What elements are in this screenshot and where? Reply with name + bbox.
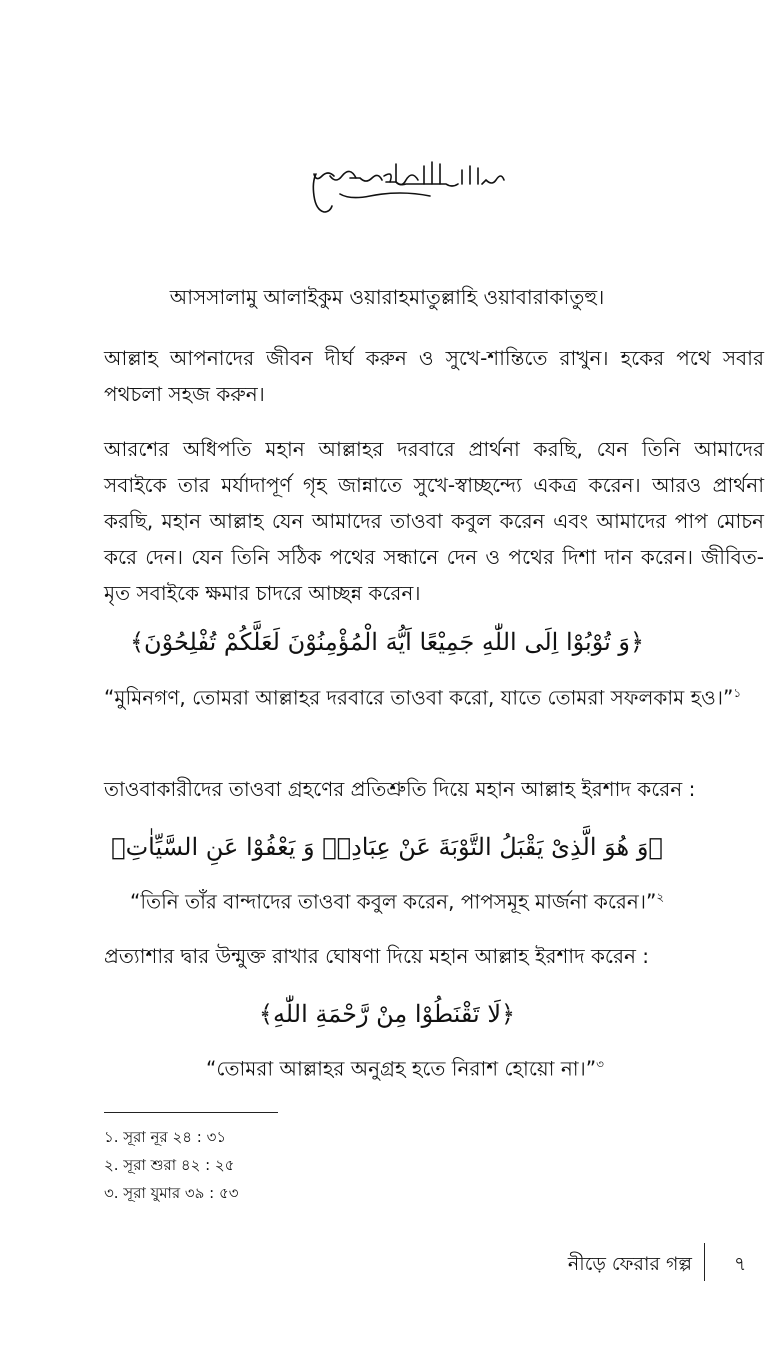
quote-1-text: “মুমিনগণ, তোমরা আল্লাহর দরবারে তাওবা করো, যাতে তোমরা সফলকাম হও।” [104,685,734,710]
paragraph-prayer: আল্লাহ আপনাদের জীবন দীর্ঘ করুন ও সুখে-শান্তিতে রাখুন। হকের পথে সবার পথচলা সহজ করুন। [104,346,764,406]
arabic-verse-3: ﴿لَا تَقْنَطُوْا مِنْ رَّحْمَةِ اللّٰهِ﴾ [258,1000,516,1028]
footnote-divider [104,1112,278,1113]
footer-divider [704,1243,705,1281]
footnote-ref-2: ২ [656,890,665,904]
quote-2-text: “তিনি তাঁর বান্দাদের তাওবা কবুল করেন, পাপসমূহ মার্জনা করেন।” [130,889,657,914]
arabic-verse-2: ﴿وَ هُوَ الَّذِىْ يَقْبَلُ التَّوْبَةَ عَنْ عِبَادِهٖ وَ يَعْفُوْا عَنِ السَّيِّاٰتِ﴾ [111,833,663,861]
footnote-ref-3: ৩ [596,1057,604,1071]
intro-hope: প্রত্যাশার দ্বার উন্মুক্ত রাখার ঘোষণা দিয়ে মহান আল্লাহ ইরশাদ করেন : [104,944,650,968]
footnote-ref-1: ১ [733,686,742,700]
footnote-1: ১. সূরা নূর ২৪ : ৩১ [104,1128,227,1146]
footnote-2: ২. সূরা শুরা ৪২ : ২৫ [104,1156,235,1174]
bismillah-calligraphy [300,150,510,222]
footnote-3: ৩. সূরা যুমার ৩৯ : ৫৩ [104,1184,239,1202]
paragraph-supplication: আরশের অধিপতি মহান আল্লাহর দরবারে প্রার্থনা করছি, যেন তিনি আমাদের সবাইকে তার মর্যাদাপূর্ণ গৃহ জান্নাতে সুখে-স্বাচ্ছন্দ্যে একত্র করেন। আরও প্রার্থনা করছি, মহান আল্লাহ যেন আমাদের তাওবা কবুল করেন এবং আমাদের পাপ মোচন করে দেন। যেন তিনি সঠিক পথের সন্ধানে দেন ও পথের দিশা দান করেন। জীবিত-মৃত সবাইকে ক্ষমার চাদরে আচ্ছন্ন করেন। [104,437,764,605]
translation-quote-1 [104,675,764,716]
arabic-verse-1: ﴿وَ تُوْبُوْا اِلَى اللّٰهِ جَمِيْعًا اَيُّهَ الْمُؤْمِنُوْنَ لَعَلَّكُمْ تُفْلِحُوْنَ﴾ [129,628,645,656]
quote-3-text: “তোমরা আল্লাহর অনুগ্রহ হতে নিরাশ হোয়ো না।” [206,1056,597,1081]
intro-tawba-acceptance: তাওবাকারীদের তাওবা গ্রহণের প্রতিশ্রুতি দিয়ে মহান আল্লাহ ইরশাদ করেন : [104,777,696,801]
salam-greeting: আসসালামু আলাইকুম ওয়ারাহমাতুল্লাহি ওয়াবারাকাতুহু। [169,285,605,309]
page-number: ৭ [734,1253,747,1275]
running-footer-title: নীড়ে ফেরার গল্প [567,1253,692,1275]
translation-quote-2 [130,879,770,920]
translation-quote-3 [206,1046,766,1087]
